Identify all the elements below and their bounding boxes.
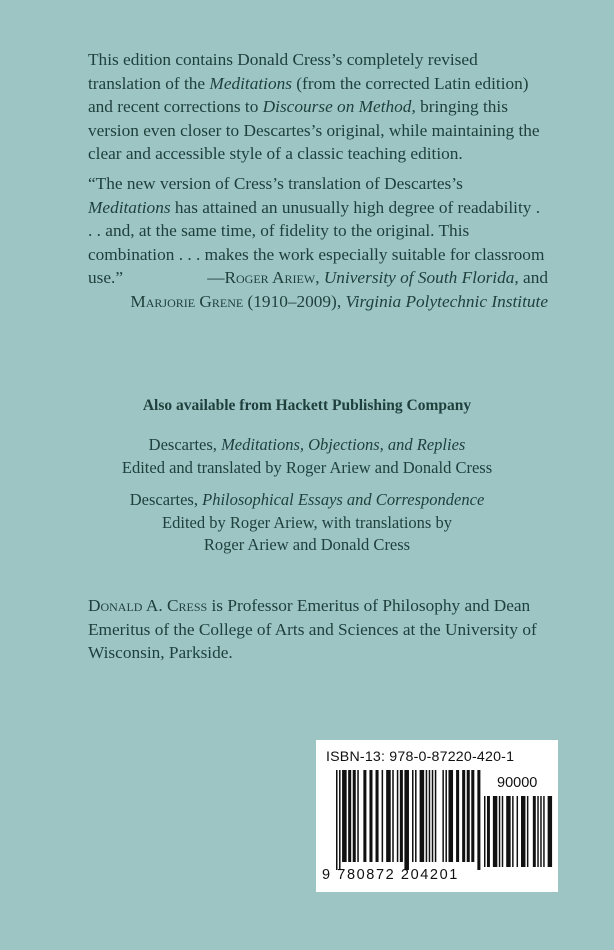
barcode-bar: [477, 770, 480, 870]
addon-bar: [487, 796, 490, 867]
barcode-bar: [392, 770, 394, 862]
addon-bar: [548, 796, 552, 867]
barcode-bar: [429, 770, 431, 862]
addon-bar: [502, 796, 503, 867]
addon-bar: [484, 796, 485, 867]
barcode-bar: [435, 770, 437, 862]
addon-bar: [499, 796, 500, 867]
related-book-2-title: Philosophical Essays and Correspondence: [202, 490, 485, 509]
addon-bar: [540, 796, 541, 867]
barcode-bar: [336, 770, 338, 870]
isbn-barcode: [316, 740, 558, 892]
author-name: Donald A. Cress: [88, 596, 208, 615]
barcode-bar: [415, 770, 417, 862]
related-book-1: Descartes, Meditations, Objections, and Replies Edited and translated by Roger Ariew and Donald Cress: [0, 434, 614, 479]
barcode-digits: 9 780872 204201: [322, 867, 459, 883]
barcode-bar: [456, 770, 459, 862]
barcode-bar: [442, 770, 444, 862]
description-paragraph: This edition contains Donald Cress’s completely revised translation of the Meditations (from the corrected Latin edition) and recent corrections to Discourse on Method, bringing this version even closer to Descartes’s original, while maintaining the clear and accessible style of a classic teaching edition.: [88, 50, 540, 164]
related-book-2-credit-1: Edited by Roger Ariew, with translations by: [162, 512, 452, 532]
barcode-bar: [376, 770, 379, 862]
quote-attribution: [28, 266, 548, 313]
barcode-bar: [420, 770, 425, 862]
attribution-line-2: Marjorie Grene (1910–2009), Virginia Polytechnic Institute: [130, 291, 548, 311]
addon-bar: [527, 796, 528, 867]
reviewer-name-2: Marjorie Grene: [130, 291, 244, 311]
addon-bar: [493, 796, 497, 867]
related-book-2-credit-2: Roger Ariew and Donald Cress: [203, 535, 411, 554]
reviewer-affiliation-1: University of South Florida,: [323, 268, 519, 287]
also-available-heading: Also available from Hackett Publishing Company: [142, 397, 472, 414]
barcode-bar: [426, 770, 428, 862]
addon-bar: [543, 796, 544, 867]
barcode-bar: [467, 770, 470, 862]
related-book-2: Descartes, Philosophical Essays and Correspondence Edited by Roger Ariew, with translations by Roger Ariew and Donald Cress: [0, 489, 614, 557]
barcode-bar: [386, 770, 391, 862]
addon-bar: [506, 796, 510, 867]
reviewer-affiliation-2: Virginia Polytechnic Institute: [345, 291, 548, 311]
barcode-bar: [462, 770, 465, 862]
barcode-bar: [369, 770, 372, 862]
barcode-bar: [348, 770, 351, 862]
barcode-bar: [400, 770, 403, 862]
barcode-bar: [404, 770, 409, 870]
barcode-bar: [432, 770, 434, 862]
barcode-bar: [412, 770, 414, 862]
barcode-bar: [448, 770, 453, 862]
barcode-bar: [357, 770, 359, 862]
addon-bar: [512, 796, 513, 867]
barcode-bar: [397, 770, 399, 862]
barcode-bar: [342, 770, 347, 862]
price-code: 90000: [497, 775, 538, 791]
barcode-bar: [363, 770, 366, 862]
addon-bar: [517, 796, 518, 867]
author-bio: Donald A. Cress is Professor Emeritus of Philosophy and Dean Emeritus of the College of Arts and Sciences at the University of Wisconsin, Parkside.: [88, 596, 537, 663]
addon-bar: [533, 796, 536, 867]
addon-bar: [521, 796, 525, 867]
barcode-bar: [471, 770, 474, 862]
barcode-bar: [445, 770, 447, 862]
barcode-bar: [339, 770, 341, 870]
addon-bar: [537, 796, 538, 867]
reviewer-name-1: Roger Ariew: [224, 268, 316, 287]
attribution-line-1: —Roger Ariew, University of South Florida, and: [207, 268, 548, 287]
barcode-bar: [382, 770, 384, 862]
isbn-label: ISBN-13: 978-0-87220-420-1: [326, 749, 515, 765]
barcode-bar: [353, 770, 356, 862]
related-book-1-title: Meditations, Objections, and Replies: [221, 435, 466, 454]
related-book-1-credit: Edited and translated by Roger Ariew and Donald Cress: [121, 457, 493, 477]
review-quote: “The new version of Cress’s translation of Descartes’s Meditations has attained an unusually high degree of readability . . . and, at the same time, of fidelity to the original. This combination . . . makes the work especially suitable for classroom use.”: [88, 174, 545, 288]
